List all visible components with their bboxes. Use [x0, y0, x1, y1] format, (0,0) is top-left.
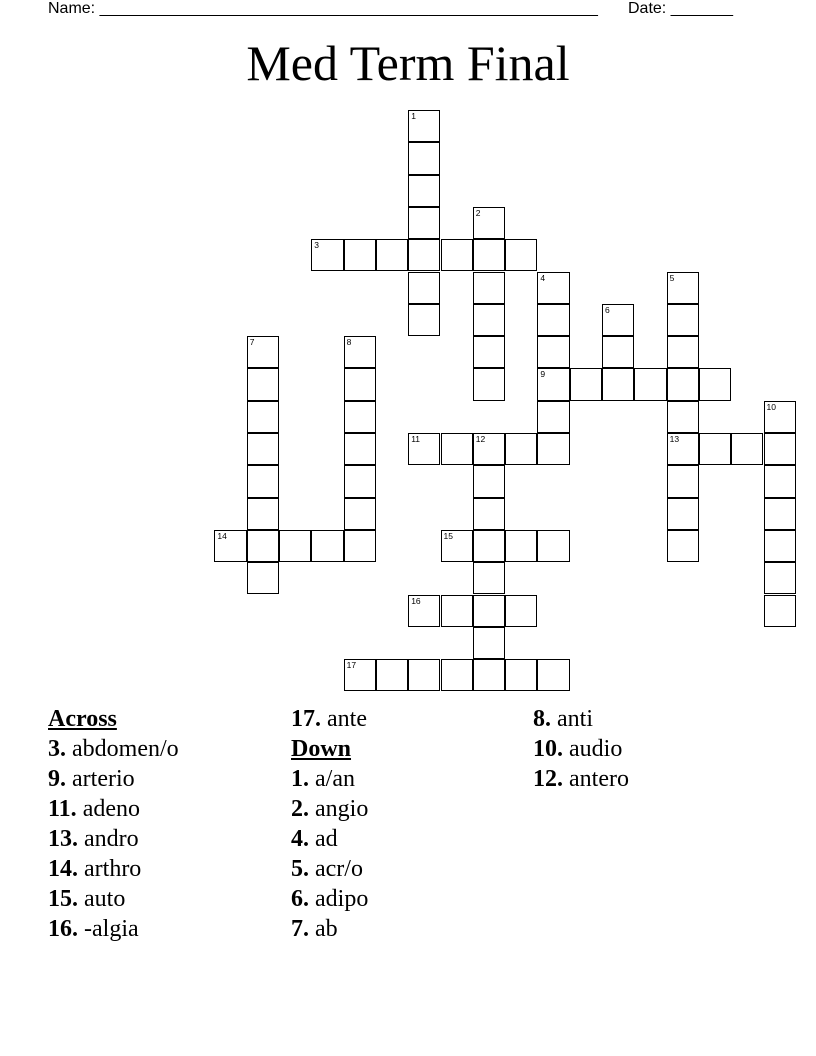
grid-cell[interactable]	[764, 562, 796, 594]
clue-number: 8	[346, 337, 352, 348]
clue-item	[291, 884, 531, 914]
clue-number: 2	[475, 207, 481, 218]
grid-cell[interactable]	[441, 239, 473, 271]
grid-cell[interactable]	[667, 465, 699, 497]
grid-cell[interactable]	[473, 498, 505, 530]
grid-cell[interactable]	[537, 530, 569, 562]
grid-cell[interactable]	[441, 595, 473, 627]
grid-cell[interactable]	[473, 368, 505, 400]
grid-cell[interactable]	[537, 336, 569, 368]
page-title: Med Term Final	[246, 35, 570, 91]
clue-item-text: a/an	[309, 766, 355, 792]
clue-number: 9	[540, 369, 546, 380]
clue-item-number: 8.	[533, 706, 551, 732]
clue-item	[533, 704, 773, 734]
grid-cell[interactable]	[537, 304, 569, 336]
grid-cell[interactable]	[408, 433, 440, 465]
clue-heading: Across	[48, 706, 117, 732]
clue-number: 15	[443, 530, 453, 541]
grid-cell[interactable]	[247, 465, 279, 497]
clue-item	[533, 734, 773, 764]
grid-cell[interactable]	[408, 304, 440, 336]
grid-cell[interactable]	[602, 336, 634, 368]
clue-item-number: 7.	[291, 916, 309, 942]
grid-cell[interactable]	[602, 304, 634, 336]
clue-item-number: 1.	[291, 766, 309, 792]
grid-cell[interactable]	[505, 595, 537, 627]
grid-cell[interactable]	[764, 530, 796, 562]
clue-item-number: 12.	[533, 766, 563, 792]
grid-cell[interactable]	[247, 336, 279, 368]
clue-item	[291, 794, 531, 824]
clue-number: 3	[314, 240, 320, 251]
grid-cell[interactable]	[473, 272, 505, 304]
grid-cell[interactable]	[764, 401, 796, 433]
grid-cell[interactable]	[537, 659, 569, 691]
grid-cell[interactable]	[473, 336, 505, 368]
clue-item-text: ad	[309, 826, 338, 852]
grid-cell[interactable]	[441, 659, 473, 691]
clue-column-1	[48, 704, 288, 944]
grid-cell[interactable]	[344, 433, 376, 465]
clue-item	[291, 764, 531, 794]
clue-item-number: 6.	[291, 886, 309, 912]
clue-item-text: audio	[563, 736, 623, 762]
grid-cell[interactable]	[247, 401, 279, 433]
grid-cell[interactable]	[408, 110, 440, 142]
clue-item-number: 10.	[533, 736, 563, 762]
clue-number: 5	[669, 272, 675, 283]
grid-cell[interactable]	[473, 595, 505, 627]
grid-cell[interactable]	[699, 433, 731, 465]
grid-cell[interactable]	[344, 498, 376, 530]
grid-cell[interactable]	[602, 368, 634, 400]
grid-cell[interactable]	[473, 239, 505, 271]
grid-cell[interactable]	[731, 433, 763, 465]
clue-item-number: 3.	[48, 736, 66, 762]
grid-cell[interactable]	[537, 433, 569, 465]
grid-cell[interactable]	[634, 368, 666, 400]
grid-cell[interactable]	[344, 401, 376, 433]
grid-cell[interactable]	[247, 562, 279, 594]
clue-item	[291, 914, 531, 944]
clue-item-text: andro	[78, 826, 139, 852]
grid-cell[interactable]	[473, 562, 505, 594]
clue-item	[48, 734, 288, 764]
grid-cell[interactable]	[667, 336, 699, 368]
clue-item-text: -algia	[78, 916, 139, 942]
grid-cell[interactable]	[764, 595, 796, 627]
grid-cell[interactable]	[667, 368, 699, 400]
name-field-label[interactable]: Name: ________________________________________________________	[48, 0, 598, 17]
grid-cell[interactable]	[408, 142, 440, 174]
clue-item-number: 2.	[291, 796, 309, 822]
clue-column-2	[291, 704, 531, 944]
grid-cell[interactable]	[699, 368, 731, 400]
clue-item-number: 5.	[291, 856, 309, 882]
clue-item-number: 4.	[291, 826, 309, 852]
grid-cell[interactable]	[505, 239, 537, 271]
clue-item-text: acr/o	[309, 856, 363, 882]
clue-number: 14	[217, 530, 227, 541]
grid-cell[interactable]	[505, 530, 537, 562]
grid-cell[interactable]	[667, 433, 699, 465]
grid-cell[interactable]	[344, 530, 376, 562]
grid-cell[interactable]	[473, 465, 505, 497]
grid-cell[interactable]	[247, 530, 279, 562]
grid-cell[interactable]	[764, 498, 796, 530]
grid-cell[interactable]	[570, 368, 602, 400]
clue-item-text: auto	[78, 886, 126, 912]
clue-item	[48, 884, 288, 914]
grid-cell[interactable]	[408, 659, 440, 691]
grid-cell[interactable]	[408, 175, 440, 207]
grid-cell[interactable]	[537, 401, 569, 433]
grid-cell[interactable]	[667, 304, 699, 336]
clue-item	[48, 824, 288, 854]
grid-cell[interactable]	[408, 239, 440, 271]
clue-item-text: ab	[309, 916, 338, 942]
grid-cell[interactable]	[473, 627, 505, 659]
clue-item-text: adipo	[309, 886, 369, 912]
date-field-label[interactable]: Date: _______	[628, 0, 733, 17]
clue-item-text: adeno	[76, 796, 140, 822]
grid-cell[interactable]	[441, 530, 473, 562]
clue-item	[48, 794, 288, 824]
clue-number: 6	[605, 304, 610, 315]
grid-cell[interactable]	[408, 272, 440, 304]
clue-item-text: abdomen/o	[66, 736, 179, 762]
grid-cell[interactable]	[473, 659, 505, 691]
grid-cell[interactable]	[537, 272, 569, 304]
grid-cell[interactable]	[667, 530, 699, 562]
clue-number: 4	[540, 272, 546, 283]
grid-cell[interactable]	[376, 659, 408, 691]
clue-item	[291, 824, 531, 854]
clue-item-text: angio	[309, 796, 369, 822]
grid-cell[interactable]	[667, 272, 699, 304]
clue-number: 12	[475, 434, 486, 444]
clue-item-number: 17.	[291, 706, 321, 732]
grid-cell[interactable]	[279, 530, 311, 562]
clue-number: 7	[249, 337, 255, 348]
clue-item-text: anti	[551, 706, 593, 732]
clue-number: 16	[411, 595, 421, 606]
grid-cell[interactable]	[473, 530, 505, 562]
clue-item-number: 11.	[48, 796, 77, 822]
grid-cell[interactable]	[764, 465, 796, 497]
grid-cell[interactable]	[247, 433, 279, 465]
grid-cell[interactable]	[473, 207, 505, 239]
clue-item-text: antero	[563, 766, 629, 792]
clue-item	[48, 764, 288, 794]
grid-cell[interactable]	[344, 659, 376, 691]
grid-cell[interactable]	[667, 498, 699, 530]
grid-cell[interactable]	[344, 465, 376, 497]
clue-number: 17	[346, 660, 357, 671]
clue-heading: Down	[291, 736, 352, 762]
grid-cell[interactable]	[376, 239, 408, 271]
grid-cell[interactable]	[537, 368, 569, 400]
grid-cell[interactable]	[441, 433, 473, 465]
clue-item	[533, 764, 773, 794]
grid-cell[interactable]	[344, 336, 376, 368]
clue-item-text: ante	[321, 706, 367, 732]
grid-cell[interactable]	[473, 433, 505, 465]
grid-cell[interactable]	[473, 304, 505, 336]
clue-item-number: 16.	[48, 916, 78, 942]
clue-item	[291, 704, 531, 734]
grid-cell[interactable]	[408, 207, 440, 239]
clue-number: 13	[669, 434, 680, 444]
clue-item-number: 9.	[48, 766, 66, 792]
grid-cell[interactable]	[344, 239, 376, 271]
clue-item	[48, 914, 288, 944]
clue-item-number: 15.	[48, 886, 78, 912]
clue-item-text: arterio	[66, 766, 135, 792]
clue-item	[48, 854, 288, 884]
grid-cell[interactable]	[214, 530, 246, 562]
grid-cell[interactable]	[247, 498, 279, 530]
clue-item-number: 14.	[48, 856, 78, 882]
grid-cell[interactable]	[667, 401, 699, 433]
clue-column-3	[533, 704, 773, 794]
clue-number: 1	[411, 111, 416, 121]
grid-cell[interactable]	[505, 659, 537, 691]
grid-cell[interactable]	[505, 433, 537, 465]
clue-item-number: 13.	[48, 826, 78, 852]
clue-item	[291, 854, 531, 884]
grid-cell[interactable]	[344, 368, 376, 400]
clue-number: 11	[411, 434, 421, 444]
grid-cell[interactable]	[408, 595, 440, 627]
clue-item-text: arthro	[78, 856, 142, 882]
grid-cell[interactable]	[247, 368, 279, 400]
grid-cell[interactable]	[764, 433, 796, 465]
grid-cell[interactable]	[311, 530, 343, 562]
grid-cell[interactable]	[311, 239, 343, 271]
clue-number: 10	[766, 401, 776, 412]
